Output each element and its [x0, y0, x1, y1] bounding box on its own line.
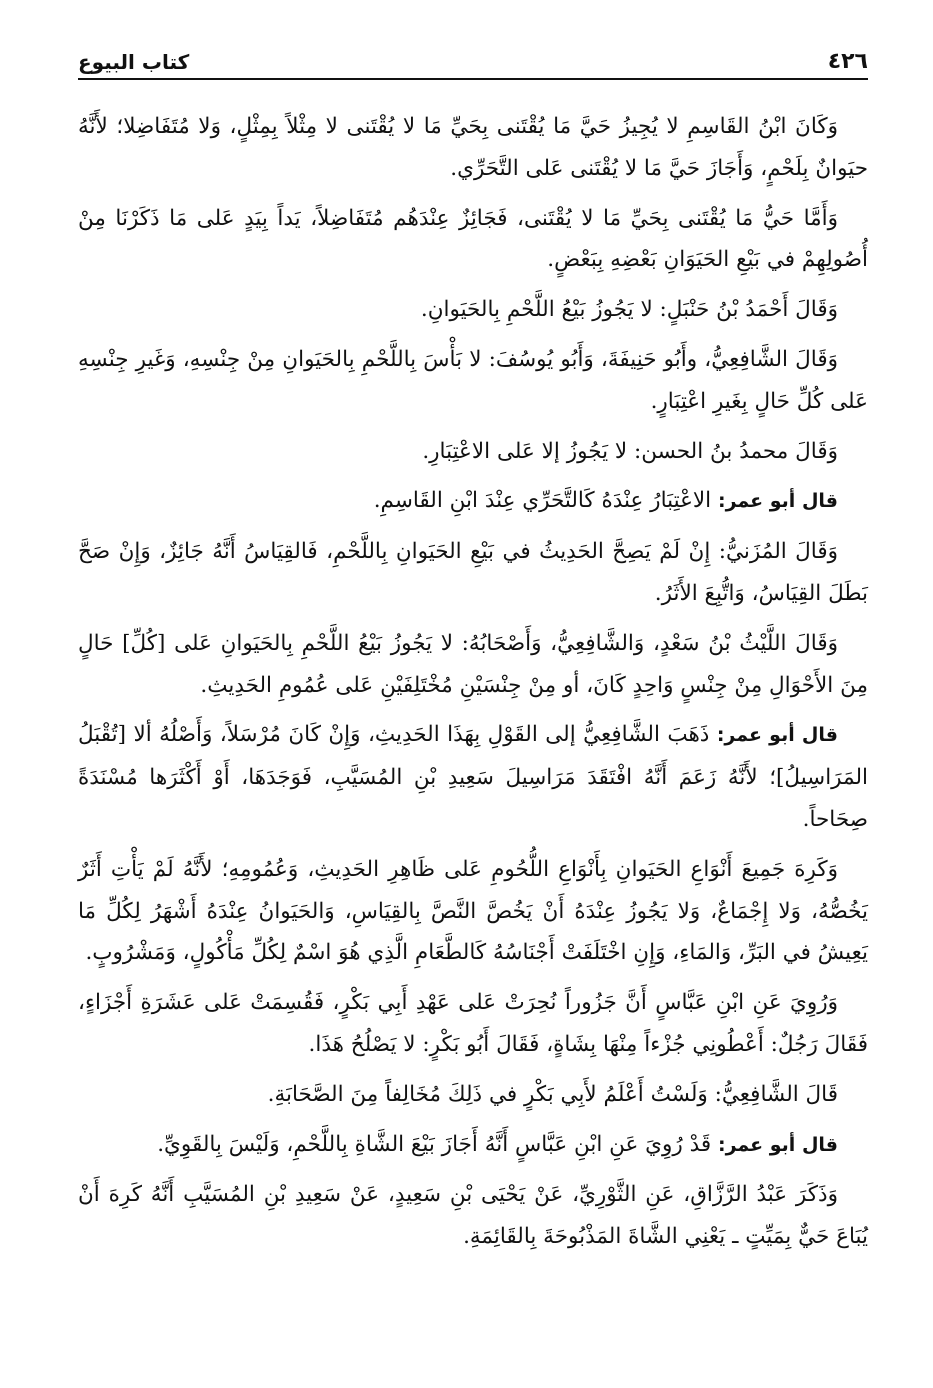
paragraph-text: قَدْ رُوِيَ عَنِ ابْنِ عَبَّاسٍ أَنَّهُ أَجَازَ بَيْعَ الشَّاةِ بِاللَّحْمِ، وَلَيْسَ بِالقَوِيِّ.	[157, 1131, 712, 1157]
book-page	[78, 40, 868, 1370]
page-body	[78, 106, 868, 1258]
paragraph-text: وَقَالَ أَحْمَدُ بْنُ حَنْبَلٍ: لا يَجُوزُ بَيْعُ اللَّحْمِ بِالحَيَوانِ.	[420, 297, 838, 323]
paragraph	[78, 714, 868, 840]
paragraph	[78, 1174, 868, 1258]
paragraph	[78, 480, 868, 523]
page-header	[78, 40, 868, 80]
speaker-lead: قال أبو عمر:	[718, 490, 838, 513]
paragraph-text: وَذَكَرَ عَبْدُ الرَّزَّاقِ، عَنِ الثَّوْرِيِّ، عَنْ يَحْيَى بْنِ سَعِيدٍ، عَنْ سَعِيدِ بْنِ المُسَيَّبِ أَنَّهُ كَرِهَ أَنْ يُبَاعَ حَيٌّ بِمَيِّتٍ ـ يَعْنِي الشَّاةَ المَذْبُوحَةَ بِالقَائِمَةِ.	[78, 1182, 868, 1250]
paragraph	[78, 431, 868, 473]
paragraph	[78, 1074, 868, 1116]
page-number: ٤٢٦	[827, 49, 868, 74]
paragraph-text: وَقَالَ محمدُ بنُ الحسن: لا يَجُوزُ إلا عَلى الاعْتِبَارِ.	[422, 438, 838, 464]
paragraph	[78, 1124, 868, 1167]
paragraph-text: وَرُوِيَ عَنِ ابْنِ عَبَّاسٍ أَنَّ جَزُوراً نُحِرَتْ عَلى عَهْدِ أَبِي بَكْرٍ، فَقُسِمَتْ عَلى عَشَرَةِ أَجْزَاءٍ، فَقَالَ رَجُلٌ: أَعْطُونِي جُزْءاً مِنْهَا بِشَاةٍ، فَقَالَ أَبُو بَكْرٍ: لا يَصْلُحُ هَذَا.	[78, 990, 868, 1057]
paragraph-text: وَكَانَ ابْنُ القَاسِمِ لا يُجِيزُ حَيَّ مَا يُقْتَنى بِحَيِّ مَا لا يُقْتَنى لا مِثْلاً بِمِثْلٍ، وَلا مُتَفَاضِلا؛ لأَنَّهُ حيَوانٌ بِلَحْمٍ، وَأَجَازَ حَيَّ مَا لا يُقْتَنى عَلى التَّحَرِّي.	[78, 114, 868, 181]
paragraph-text: ذَهَبَ الشَّافِعِيُّ إلى القَوْلِ بِهَذَا الحَدِيثِ، وَإِنْ كَانَ مُرْسَلاً، وَأَصْلُهُ ألا [تُقْبَلُ المَرَاسِيلُ]؛ لأَنَّهُ زَعَمَ أَنَّهُ افْتَقَدَ مَرَاسِيلَ سَعِيدِ بْنِ المُسَيَّبِ، فَوَجَدَهَا، أَوْ أَكْثَرَها مُسْنَدَةً صِحَاحاً.	[78, 722, 868, 832]
paragraph-text: الاعْتِبَارُ عِنْدَهُ كَالتَّحَرِّي عِنْدَ ابْنِ القَاسِمِ.	[373, 488, 712, 514]
paragraph-text: وَأَمَّا حَيُّ مَا يُقْتَنى بِحَيِّ مَا لا يُقْتَنى، فَجَائِزٌ عِنْدَهُم مُتَفَاضِلاً، يَداً بِيَدٍ عَلى مَا ذَكَرْنَا مِنْ أُصُولِهِمْ في بَيْعِ الحَيَوَانِ بَعْضِهِ بِبَعْضٍ.	[78, 205, 868, 273]
paragraph-text: قَالَ الشَّافِعِيُّ: وَلَسْتُ أَعْلَمُ لأَبِي بَكْرٍ في ذَلِكَ مُخَالِفاً مِنَ الصَّحَابَةِ.	[267, 1081, 838, 1107]
paragraph	[78, 849, 868, 974]
paragraph	[78, 339, 868, 423]
paragraph	[78, 623, 868, 707]
running-title: كتاب البيوع	[78, 50, 190, 74]
paragraph	[78, 106, 868, 190]
paragraph	[78, 531, 868, 615]
paragraph	[78, 198, 868, 282]
paragraph-text: وَقَالَ اللَّيْثُ بْنُ سَعْدٍ، وَالشَّافِعِيُّ، وَأَصْحَابُهُ: لا يَجُوزُ بَيْعُ اللَّحْمِ بِالحَيَوانِ عَلى [كُلِّ] حَالٍ مِنَ الأَحْوَالِ مِنْ جِنْسٍ وَاحِدٍ كَانَ، أو مِنْ جِنْسَيْنِ مُخْتَلِفَيْنِ عَلى عُمُومِ الحَدِيثِ.	[78, 630, 868, 698]
paragraph-text: وَقَالَ المُزَنيُّ: إِنْ لَمْ يَصِحَّ الحَدِيثُ في بَيْعِ الحَيَوانِ بِاللَّحْمِ، فَالقِيَاسُ أَنَّهُ جَائِزٌ، وَإِنْ صَحَّ بَطَلَ القِيَاسُ، وَاتُّبِعَ الأَثَرُ.	[78, 539, 868, 606]
paragraph-text: وَقَالَ الشَّافِعِيُّ، وأَبُو حَنِيفَةَ، وَأَبُو يُوسُفَ: لا بَأْسَ بِاللَّحْمِ بِالحَيَوانِ مِنْ جِنْسِهِ، وَغَيرِ جِنْسِهِ عَلى كُلِّ حَالٍ بِغَيرِ اعْتِبَارٍ.	[78, 346, 868, 414]
paragraph	[78, 982, 868, 1066]
paragraph-text: وَكَرِهَ جَمِيعَ أَنْوَاعِ الحَيَوانِ بِأَنْوَاعِ اللُّحُومِ عَلى ظَاهِرِ الحَدِيثِ، وَعُمُومِهِ؛ لأَنَّهُ لَمْ يَأْتِ أَثَرٌ يَخُصُّهُ، وَلا إِجْمَاعٌ، وَلا يَجُوزُ عِنْدَهُ أَنْ يَخُصَّ النَّصَّ بِالقِيَاسِ، وَالحَيَوانُ عِنْدَهُ أَشْهَرُ لِكُلِّ مَا يَعِيشُ في البَرِّ، وَالمَاءِ، وَإِنِ اخْتَلَفَتْ أَجْنَاسُهُ كَالطَّعَامِ الَّذِي هُوَ اسْمٌ لِكُلِّ مَأْكُولٍ، وَمَشْرُوبٍ.	[78, 856, 868, 966]
paragraph	[78, 289, 868, 331]
speaker-lead: قال أبو عمر:	[716, 724, 838, 747]
speaker-lead: قال أبو عمر:	[718, 1133, 838, 1156]
